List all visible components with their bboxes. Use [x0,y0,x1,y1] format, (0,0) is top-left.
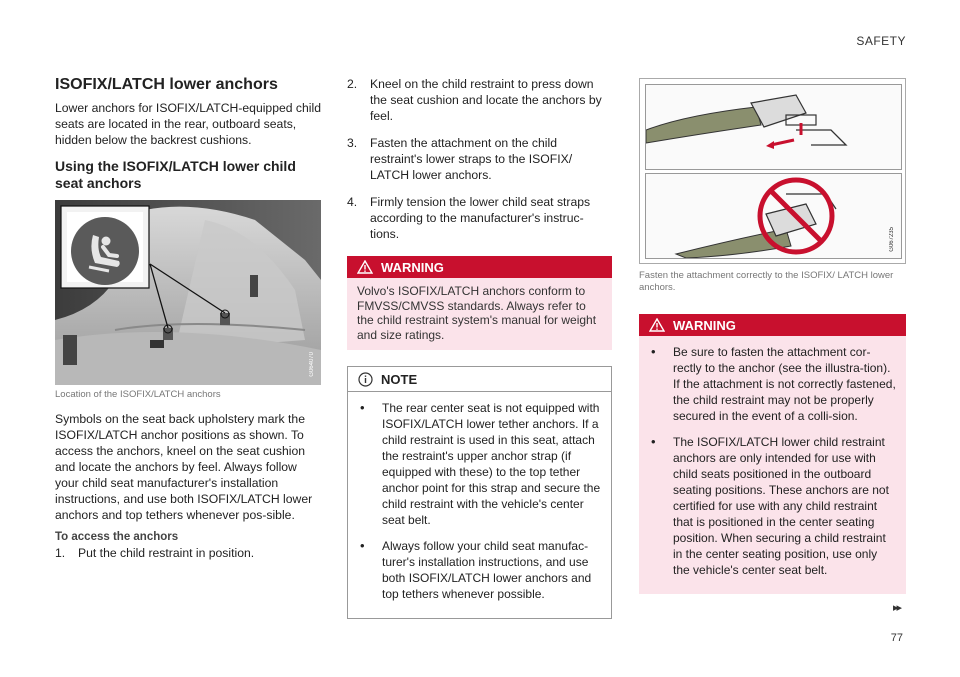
image-caption: Location of the ISOFIX/LATCH anchors [55,389,221,400]
column-right [639,78,906,594]
page-title: ISOFIX/LATCH lower anchors [55,76,278,93]
column-left [55,76,321,572]
page-number: 77 [890,632,903,644]
access-heading: To access the anchors [55,531,179,543]
note-list [348,392,611,618]
note-box [347,366,612,619]
incorrect-attachment-panel [645,173,902,259]
correct-attachment-panel [645,84,902,170]
image-caption: Fasten the attachment correctly to the ISOFIX/ LATCH lower anchors. [639,270,894,293]
list-item: • The rear center seat is not equipped with ISOFIX/LATCH lower tether anchors. If a child restraint is used in this seat, attach the restraint's upper anchor strap (if equipped with these) to the top tether anchor point for this strap and secure the child restraint with the vehicle's center seat belt. [358,400,601,528]
warning-header [347,256,612,278]
correct-attachment-illustration [646,85,901,169]
warning-label: WARNING [381,259,444,275]
list-item: • Always follow your child seat manufac-turer's installation instructions, and use both ISOFIX/LATCH lower anchors and top tethers whenever possible. [358,538,601,602]
list-item: 3. Fasten the attachment on the child restraint's lower straps to the ISOFIX/ LATCH lower anchors. [347,136,573,182]
note-label: NOTE [381,371,418,387]
note-header [348,367,611,392]
warning-text: Volvo's ISOFIX/LATCH anchors conform to FMVSS/CMVSS standards. Always refer to the child restraint system's manual for weight and size ratings. [357,284,597,342]
incorrect-attachment-illustration [646,174,901,258]
steps-list-continued [347,76,612,242]
intro-text: Lower anchors for ISOFIX/LATCH-equipped child seats are located in the rear, outboard seats, hidden below the backrest cushions. [55,101,321,147]
steps-list-start [55,545,321,561]
section-label: SAFETY [856,34,906,48]
continue-arrow-icon: ▸▸ [892,602,900,614]
warning-list [639,336,906,594]
image-code: G064070 [309,352,315,377]
warning-box [347,256,612,350]
image-code: G067235 [889,227,895,252]
warning-label: WARNING [673,317,736,333]
anchor-illustration [639,78,906,264]
rear-seat-photo [55,200,321,385]
warning-header [639,314,906,336]
list-item: 2. Kneel on the child restraint to press down the seat cushion and locate the anchors by feel. [347,77,602,123]
list-item: 1. Put the child restraint in position. [55,546,255,560]
body-text: Symbols on the seat back upholstery mark the ISOFIX/LATCH anchor positions as shown. To access the anchors, kneel on the seat cushion and locate the anchors by feel. Always follow your child seat manufacturer's installation instructions, and use both ISOFIX/LATCH lower anchors and top tethers whenever pos-sible. [55,412,313,522]
warning-box [639,314,906,594]
warning-triangle-icon [357,260,373,274]
list-item: • The ISOFIX/LATCH lower child restraint anchors are only intended for use with child seats positioned in the outboard seating positions. These anchors are not certified for use with any child restraint that is positioned in the center seating position. When securing a child restraint in the center seating position, use only the vehicle's center seat belt. [649,434,896,578]
list-item: 4. Firmly tension the lower child seat straps according to the manufacturer's instruc-tions. [347,195,591,241]
list-item: • Be sure to fasten the attachment cor-rectly to the anchor (see the illustra-tion). If the attachment is not correctly fastened, the child restraint may not be properly secured in the event of a colli-sion. [649,344,896,424]
child-seat-symbol-icon [71,217,139,285]
column-middle [347,76,612,619]
note-info-icon [358,372,373,387]
warning-triangle-icon [649,318,665,332]
subtitle: Using the ISOFIX/LATCH lower child seat anchors [55,158,296,191]
